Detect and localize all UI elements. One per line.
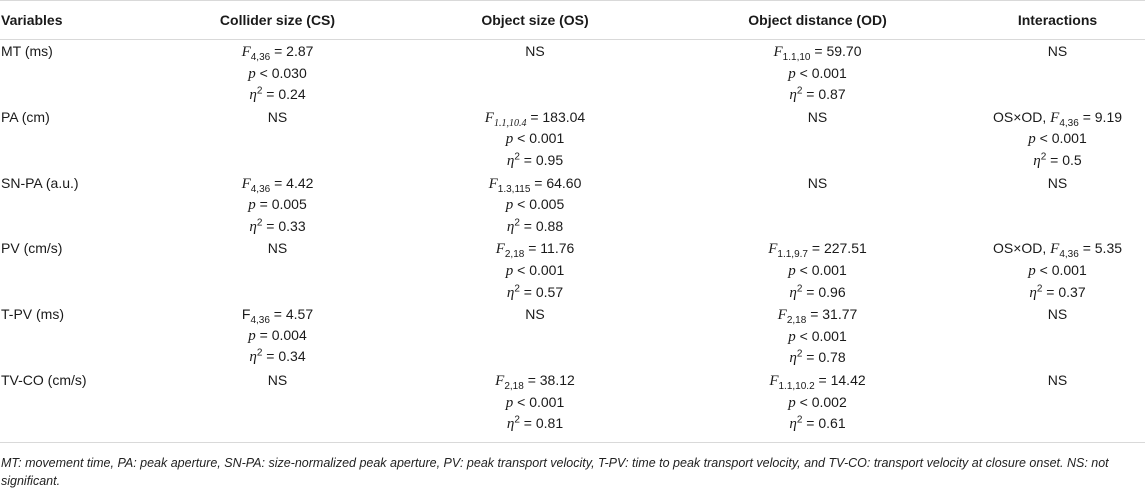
eta-symbol: η: [506, 416, 515, 433]
eta-symbol: η: [789, 350, 797, 367]
eta-statistic: [405, 282, 665, 304]
table-body: [0, 40, 1145, 443]
eta-statistic: [405, 413, 665, 435]
degrees-of-freedom: 2,18: [504, 380, 524, 392]
eta-statistic: [665, 282, 970, 304]
p-symbol: p: [248, 65, 256, 82]
row-variable: SN-PA (a.u.): [1, 174, 79, 191]
f-value: = 11.76: [524, 240, 575, 257]
f-value: = 38.12: [523, 371, 575, 388]
f-symbol: F: [488, 175, 498, 192]
header-object-size: Object size (OS): [405, 1, 665, 40]
ns-value: NS: [1047, 174, 1068, 191]
f-symbol: F: [769, 372, 779, 389]
p-statistic: [665, 260, 970, 282]
degrees-of-freedom: 1.1,9.7: [777, 249, 808, 261]
f-statistic: [970, 107, 1145, 129]
f-symbol: F: [241, 306, 251, 323]
p-statistic: [665, 63, 970, 85]
f-value: = 5.35: [1078, 240, 1123, 257]
p-statistic: [405, 128, 665, 150]
f-statistic: [665, 238, 970, 260]
p-value: < 0.030: [255, 64, 307, 81]
eta-value: = 0.57: [519, 283, 564, 300]
eta-value: = 0.5: [1046, 151, 1082, 168]
cell-interactions: [970, 369, 1145, 442]
cell-interactions: [970, 237, 1145, 303]
table-row: [0, 237, 1145, 303]
p-statistic: [665, 392, 970, 414]
table-header: [0, 1, 1145, 40]
f-value: = 31.77: [806, 306, 858, 323]
cell-object-distance: [665, 172, 970, 238]
eta-value: = 0.96: [802, 283, 846, 300]
ns-value: NS: [525, 43, 545, 59]
table-row: [0, 40, 1145, 106]
ns-value: NS: [1047, 371, 1068, 388]
eta-statistic: [405, 216, 665, 238]
p-statistic: [150, 325, 405, 347]
f-symbol: F: [241, 175, 251, 192]
p-value: < 0.001: [513, 393, 565, 410]
degrees-of-freedom: 1.1,10.4: [493, 117, 527, 129]
eta-statistic: [665, 347, 970, 369]
p-symbol: p: [788, 328, 796, 345]
f-symbol: F: [241, 44, 251, 60]
f-statistic: [405, 107, 665, 129]
row-variable: T-PV (ms): [1, 306, 64, 323]
table-row: [0, 303, 1145, 369]
p-symbol: p: [1028, 262, 1036, 279]
cell-interactions: [970, 303, 1145, 369]
eta-exponent: 2: [256, 85, 263, 97]
f-symbol: F: [777, 307, 787, 324]
cell-object-size: [405, 40, 665, 106]
p-symbol: p: [505, 394, 514, 411]
ns-value: NS: [807, 174, 828, 191]
f-statistic: [150, 304, 405, 325]
p-value: = 0.005: [255, 196, 307, 213]
f-statistic: [665, 370, 970, 392]
f-statistic: [150, 173, 405, 195]
p-value: < 0.001: [513, 261, 565, 278]
eta-exponent: 2: [1040, 151, 1047, 163]
cell-object-size: [405, 237, 665, 303]
p-statistic: [665, 326, 970, 348]
cell-interactions: [970, 40, 1145, 106]
degrees-of-freedom: 4,36: [250, 51, 271, 63]
eta-symbol: η: [1029, 284, 1037, 301]
cell-object-distance: [665, 237, 970, 303]
eta-exponent: 2: [256, 217, 263, 229]
p-symbol: p: [505, 131, 514, 148]
f-value: = 227.51: [807, 240, 867, 257]
f-value: = 64.60: [530, 174, 582, 191]
header-variables: Variables: [0, 1, 150, 40]
cell-collider-size: [150, 369, 405, 442]
p-value: < 0.005: [513, 196, 565, 213]
p-symbol: p: [505, 197, 514, 214]
p-statistic: [405, 194, 665, 216]
eta-value: = 0.95: [519, 151, 564, 168]
eta-statistic: [970, 150, 1145, 172]
p-statistic: [405, 392, 665, 414]
eta-symbol: η: [789, 416, 797, 433]
degrees-of-freedom: 4,36: [250, 314, 270, 326]
row-variable: PA (cm): [1, 108, 50, 125]
eta-symbol: η: [789, 284, 797, 301]
f-symbol: F: [484, 109, 494, 126]
eta-value: = 0.61: [802, 415, 846, 432]
eta-exponent: 2: [514, 414, 520, 426]
interaction-term: OS×OD,: [992, 108, 1051, 125]
p-value: < 0.001: [795, 261, 847, 278]
eta-statistic: [970, 282, 1145, 304]
p-value: < 0.001: [1035, 261, 1087, 278]
f-symbol: F: [1050, 109, 1060, 126]
ns-value: NS: [267, 240, 288, 257]
eta-value: = 0.88: [519, 217, 564, 234]
f-symbol: F: [768, 241, 778, 258]
degrees-of-freedom: 1.1,10: [782, 51, 811, 63]
header-row: [0, 1, 1145, 40]
f-value: = 59.70: [810, 43, 862, 59]
f-value: = 4.42: [270, 174, 314, 191]
cell-collider-size: [150, 172, 405, 238]
cell-collider-size: [150, 237, 405, 303]
p-value: < 0.001: [795, 64, 847, 81]
f-statistic: [405, 173, 665, 195]
degrees-of-freedom: 4,36: [1059, 117, 1079, 129]
f-value: = 183.04: [526, 108, 586, 125]
eta-value: = 0.33: [262, 217, 306, 234]
ns-value: NS: [525, 306, 545, 323]
cell-object-size: [405, 303, 665, 369]
ns-value: NS: [1047, 306, 1068, 323]
eta-value: = 0.87: [802, 86, 846, 103]
p-symbol: p: [788, 65, 796, 82]
ns-value: NS: [267, 108, 288, 125]
eta-symbol: η: [506, 284, 515, 301]
table-row: [0, 369, 1145, 442]
eta-exponent: 2: [1036, 282, 1043, 294]
f-statistic: [970, 238, 1145, 260]
eta-exponent: 2: [514, 217, 520, 229]
eta-symbol: η: [249, 87, 257, 104]
f-symbol: F: [495, 372, 505, 389]
p-statistic: [405, 260, 665, 282]
f-symbol: F: [495, 241, 505, 258]
eta-symbol: η: [506, 152, 515, 169]
header-collider-size: Collider size (CS): [150, 1, 405, 40]
degrees-of-freedom: 4,36: [250, 183, 271, 195]
p-symbol: p: [788, 262, 796, 279]
cell-object-size: [405, 369, 665, 442]
f-value: = 14.42: [814, 371, 866, 388]
cell-object-size: [405, 172, 665, 238]
degrees-of-freedom: 2,18: [786, 314, 807, 326]
row-variable: PV (cm/s): [1, 240, 63, 257]
p-statistic: [970, 128, 1145, 150]
row-variable: TV-CO (cm/s): [0, 369, 150, 442]
eta-symbol: η: [249, 349, 257, 366]
p-symbol: p: [505, 262, 514, 279]
eta-exponent: 2: [256, 347, 263, 359]
cell-collider-size: [150, 106, 405, 172]
eta-statistic: [150, 346, 405, 368]
p-value: < 0.002: [795, 393, 847, 410]
f-value: = 9.19: [1078, 108, 1123, 125]
cell-interactions: [970, 172, 1145, 238]
cell-object-distance: [665, 40, 970, 106]
eta-statistic: [150, 216, 405, 238]
p-value: < 0.001: [795, 327, 847, 344]
eta-exponent: 2: [796, 414, 803, 426]
cell-object-distance: [665, 106, 970, 172]
f-statistic: [405, 370, 665, 392]
eta-symbol: η: [506, 218, 515, 235]
eta-symbol: η: [249, 218, 257, 235]
degrees-of-freedom: 2,18: [504, 249, 525, 261]
eta-statistic: [405, 150, 665, 172]
degrees-of-freedom: 4,36: [1059, 249, 1079, 261]
p-statistic: [150, 63, 405, 85]
cell-object-size: [405, 106, 665, 172]
p-symbol: p: [248, 327, 256, 344]
p-symbol: p: [248, 197, 256, 214]
eta-exponent: 2: [796, 282, 803, 294]
ns-value: NS: [1047, 43, 1068, 59]
p-value: < 0.001: [513, 130, 565, 147]
f-symbol: F: [773, 44, 783, 60]
table-row: [0, 172, 1145, 238]
p-value: = 0.004: [255, 326, 307, 343]
row-variable: MT (ms): [1, 43, 53, 59]
p-symbol: p: [788, 394, 796, 411]
degrees-of-freedom: 1.3,115: [497, 183, 531, 195]
f-statistic: [405, 238, 665, 260]
cell-interactions: [970, 106, 1145, 172]
eta-value: = 0.34: [262, 348, 306, 365]
eta-symbol: η: [1033, 152, 1041, 169]
table-footnote: MT: movement time, PA: peak aperture, SN-PA: size-normalized peak aperture, PV: peak transport velocity, T-PV: time to peak transport velocity, and TV-CO: transport velocity at closure onset. NS: not significant.: [1, 456, 1109, 488]
eta-value: = 0.24: [262, 86, 306, 103]
eta-exponent: 2: [514, 282, 520, 294]
ns-value: NS: [807, 108, 828, 125]
cell-collider-size: [150, 303, 405, 369]
p-symbol: p: [1028, 131, 1036, 148]
table-row: [0, 106, 1145, 172]
eta-value: = 0.78: [802, 349, 846, 366]
interaction-term: OS×OD,: [992, 240, 1051, 257]
eta-exponent: 2: [514, 151, 520, 163]
eta-statistic: [665, 84, 970, 106]
f-value: = 2.87: [270, 43, 314, 59]
eta-statistic: [150, 84, 405, 106]
cell-object-distance: [665, 369, 970, 442]
eta-statistic: [665, 413, 970, 435]
eta-exponent: 2: [796, 85, 803, 97]
cell-object-distance: [665, 303, 970, 369]
p-statistic: [150, 194, 405, 216]
f-value: = 4.57: [269, 306, 314, 323]
f-statistic: [665, 41, 970, 63]
f-statistic: [150, 41, 405, 63]
eta-value: = 0.81: [519, 415, 564, 432]
eta-exponent: 2: [796, 348, 803, 360]
header-interactions: Interactions: [970, 1, 1145, 40]
f-statistic: [665, 304, 970, 326]
header-object-distance: Object distance (OD): [665, 1, 970, 40]
f-symbol: F: [1050, 241, 1060, 258]
eta-value: = 0.37: [1042, 283, 1086, 300]
ns-value: NS: [267, 371, 288, 388]
p-value: < 0.001: [1035, 130, 1087, 147]
cell-collider-size: [150, 40, 405, 106]
degrees-of-freedom: 1.1,10.2: [778, 380, 815, 392]
eta-symbol: η: [789, 87, 797, 104]
p-statistic: [970, 260, 1145, 282]
